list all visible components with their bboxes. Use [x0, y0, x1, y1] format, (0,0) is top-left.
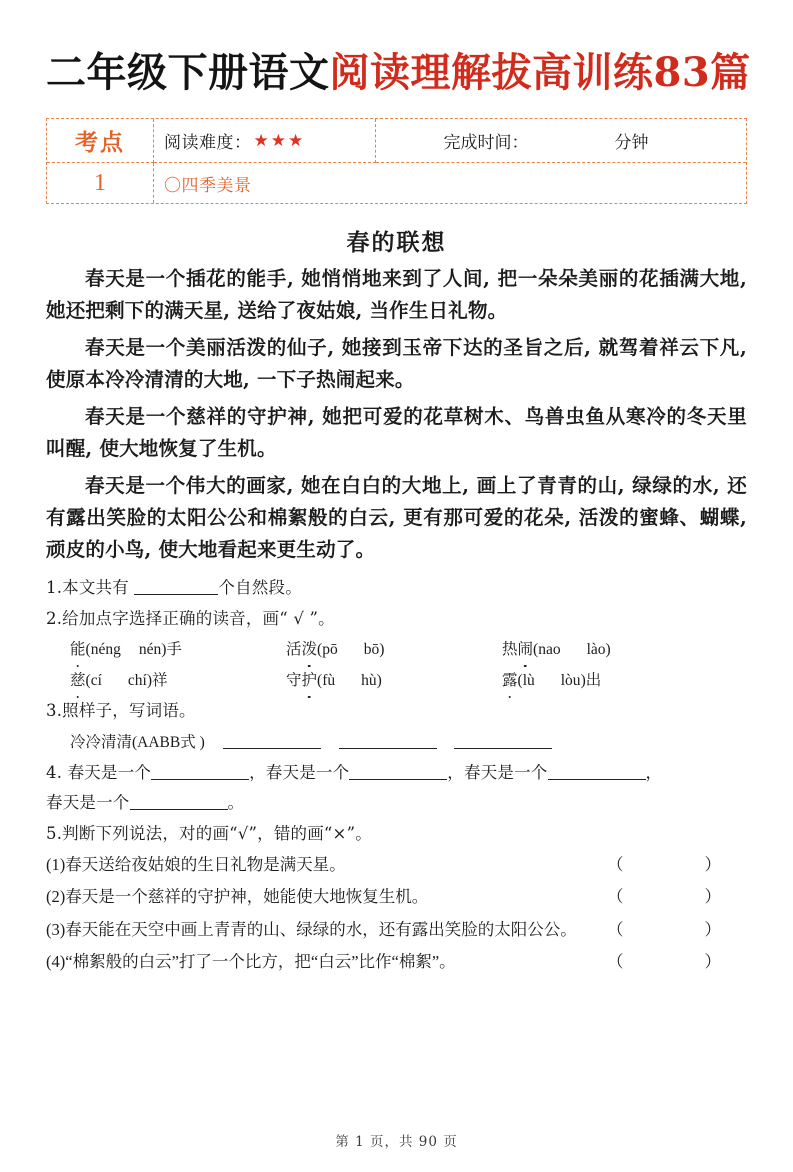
question-1-blank[interactable]: [134, 594, 218, 595]
difficulty-stars: ★★★: [253, 130, 306, 150]
kaodian-number-cell: 1: [47, 163, 154, 203]
judge-item: [46, 914, 747, 946]
dotted-char: 能: [70, 634, 86, 665]
question-4-text: 。: [227, 793, 245, 813]
pinyin-option[interactable]: lòu: [560, 672, 581, 690]
pinyin-item[interactable]: 守护(fù hù): [286, 665, 502, 696]
question-3-row: [46, 727, 747, 758]
completion-time-unit: 分钟: [614, 133, 649, 152]
dotted-char: 泼: [302, 634, 318, 665]
article-title: 春的联想: [346, 229, 447, 256]
article-paragraph: 春天是一个伟大的画家, 她在白白的大地上, 画上了青青的山, 绿绿的水, 还有露出笑脸的太阳公公和棉絮般的白云, 更有那可爱的花朵, 活泼的蜜蜂、蝴蝶, 顽皮的小鸟, 使大地看起来更生动了。: [46, 474, 747, 561]
question-3-example: 冷冷清清(AABB式 ): [70, 733, 205, 751]
difficulty-label: 阅读难度：: [164, 133, 252, 152]
pinyin-item[interactable]: 露(lù lòu)出: [502, 665, 747, 696]
question-4-blank[interactable]: [548, 779, 646, 780]
judge-item: [46, 849, 747, 881]
judge-statement: (2)春天是一个慈祥的守护神，她能使大地恢复生机。: [46, 887, 429, 907]
pinyin-option[interactable]: lào: [586, 641, 606, 659]
trailing-char: 出: [585, 672, 602, 690]
pinyin-option[interactable]: néng: [90, 641, 121, 659]
pinyin-option[interactable]: nao: [538, 641, 561, 659]
pinyin-item[interactable]: 热闹(nao lào): [502, 634, 747, 665]
pinyin-option[interactable]: bō: [363, 641, 380, 659]
question-4-blank[interactable]: [151, 779, 249, 780]
worksheet-page: [0, 50, 793, 1172]
question-4-text: 春天是一个: [46, 793, 130, 813]
question-4-text: ，春天是一个: [447, 762, 548, 782]
pinyin-item[interactable]: 能(néng nén)手: [70, 634, 286, 665]
pinyin-item[interactable]: 慈(cí chí)祥: [70, 665, 286, 696]
question-2-row: [46, 634, 747, 665]
judge-statement: (4)“棉絮般的白云”打了一个比方，把“白云”比作“棉絮”。: [46, 951, 456, 971]
question-4-blank[interactable]: [349, 779, 447, 780]
page-footer: 第 1 页，共 90 页: [335, 1134, 458, 1150]
trailing-char: 祥: [151, 672, 168, 690]
question-4-text: ，: [645, 762, 663, 782]
question-4-blank[interactable]: [130, 809, 228, 810]
question-1-prefix: 1.本文共有: [46, 578, 129, 598]
pinyin-option[interactable]: nén: [138, 641, 162, 659]
leading-char: 守: [286, 672, 302, 690]
judge-answer-box[interactable]: （ ）: [607, 855, 737, 875]
judge-answer-box[interactable]: （ ）: [607, 951, 737, 971]
article-paragraph: 春天是一个插花的能手, 她悄悄地来到了人间, 把一朵朵美丽的花插满大地, 她还把剩下的满天星, 送给了夜姑娘, 当作生日礼物。: [46, 267, 747, 322]
trailing-char: 手: [166, 641, 182, 659]
pinyin-option[interactable]: cí: [90, 672, 102, 690]
dotted-char: 慈: [70, 665, 86, 696]
page-title-black-part: 二年级下册语文: [46, 49, 330, 96]
article-paragraph: 春天是一个美丽活泼的仙子, 她接到玉帝下达的圣旨之后, 就驾着祥云下凡, 使原本冷冷清清的大地, 一下子热闹起来。: [46, 336, 747, 391]
dotted-char: 护: [302, 665, 318, 696]
pinyin-option[interactable]: chí: [127, 672, 147, 690]
pinyin-option[interactable]: lù: [522, 672, 535, 690]
leading-char: 热: [502, 641, 518, 659]
question-2-stem: 2.给加点字选择正确的读音，画“ √ ”。: [46, 608, 335, 628]
topic-cell: 〇四季美景: [164, 175, 252, 195]
question-1: [46, 573, 747, 604]
question-3-stem: 3.照样子，写词语。: [46, 701, 196, 721]
pinyin-option[interactable]: pō: [322, 641, 338, 659]
question-3-blank[interactable]: [223, 748, 321, 749]
kaodian-label-cell: 考点: [47, 119, 154, 163]
judge-statement: (1)春天送给夜姑娘的生日礼物是满天星。: [46, 855, 346, 875]
page-title-red-part: 阅读理解拔高训练83篇: [329, 49, 751, 96]
question-1-suffix: 个自然段。: [218, 578, 302, 598]
question-4-text: ，春天是一个: [249, 762, 350, 782]
question-4-text: 4. 春天是一个: [46, 762, 152, 782]
completion-time-cell: [376, 119, 746, 163]
page-title: [46, 49, 751, 96]
judge-statement: (3)春天能在天空中画上青青的山、绿绿的水，还有露出笑脸的太阳公公。: [46, 919, 577, 939]
exercise-info-table: [46, 118, 747, 204]
pinyin-option[interactable]: fù: [322, 672, 336, 690]
question-4-line2: [46, 788, 747, 819]
judge-item: [46, 946, 747, 978]
judge-answer-box[interactable]: （ ）: [607, 919, 737, 939]
questions-section: [46, 573, 747, 978]
question-2-row: [46, 665, 747, 696]
pinyin-item[interactable]: 活泼(pō bō): [286, 634, 502, 665]
article-paragraph: 春天是一个慈祥的守护神, 她把可爱的花草树木、鸟兽虫鱼从寒冷的冬天里叫醒, 使大地恢复了生机。: [46, 405, 747, 460]
judge-item: [46, 881, 747, 913]
difficulty-cell: [154, 119, 376, 163]
question-4: [46, 758, 747, 789]
question-3-blank[interactable]: [454, 748, 552, 749]
pinyin-option[interactable]: hù: [361, 672, 377, 690]
dotted-char: 闹: [518, 634, 534, 665]
judge-answer-box[interactable]: （ ）: [607, 887, 737, 907]
dotted-char: 露: [502, 665, 518, 696]
question-5-stem: 5.判断下列说法，对的画“√”，错的画“×”。: [46, 823, 372, 843]
leading-char: 活: [286, 641, 302, 659]
completion-time-label: 完成时间：: [443, 133, 529, 152]
question-3-blank[interactable]: [339, 748, 437, 749]
